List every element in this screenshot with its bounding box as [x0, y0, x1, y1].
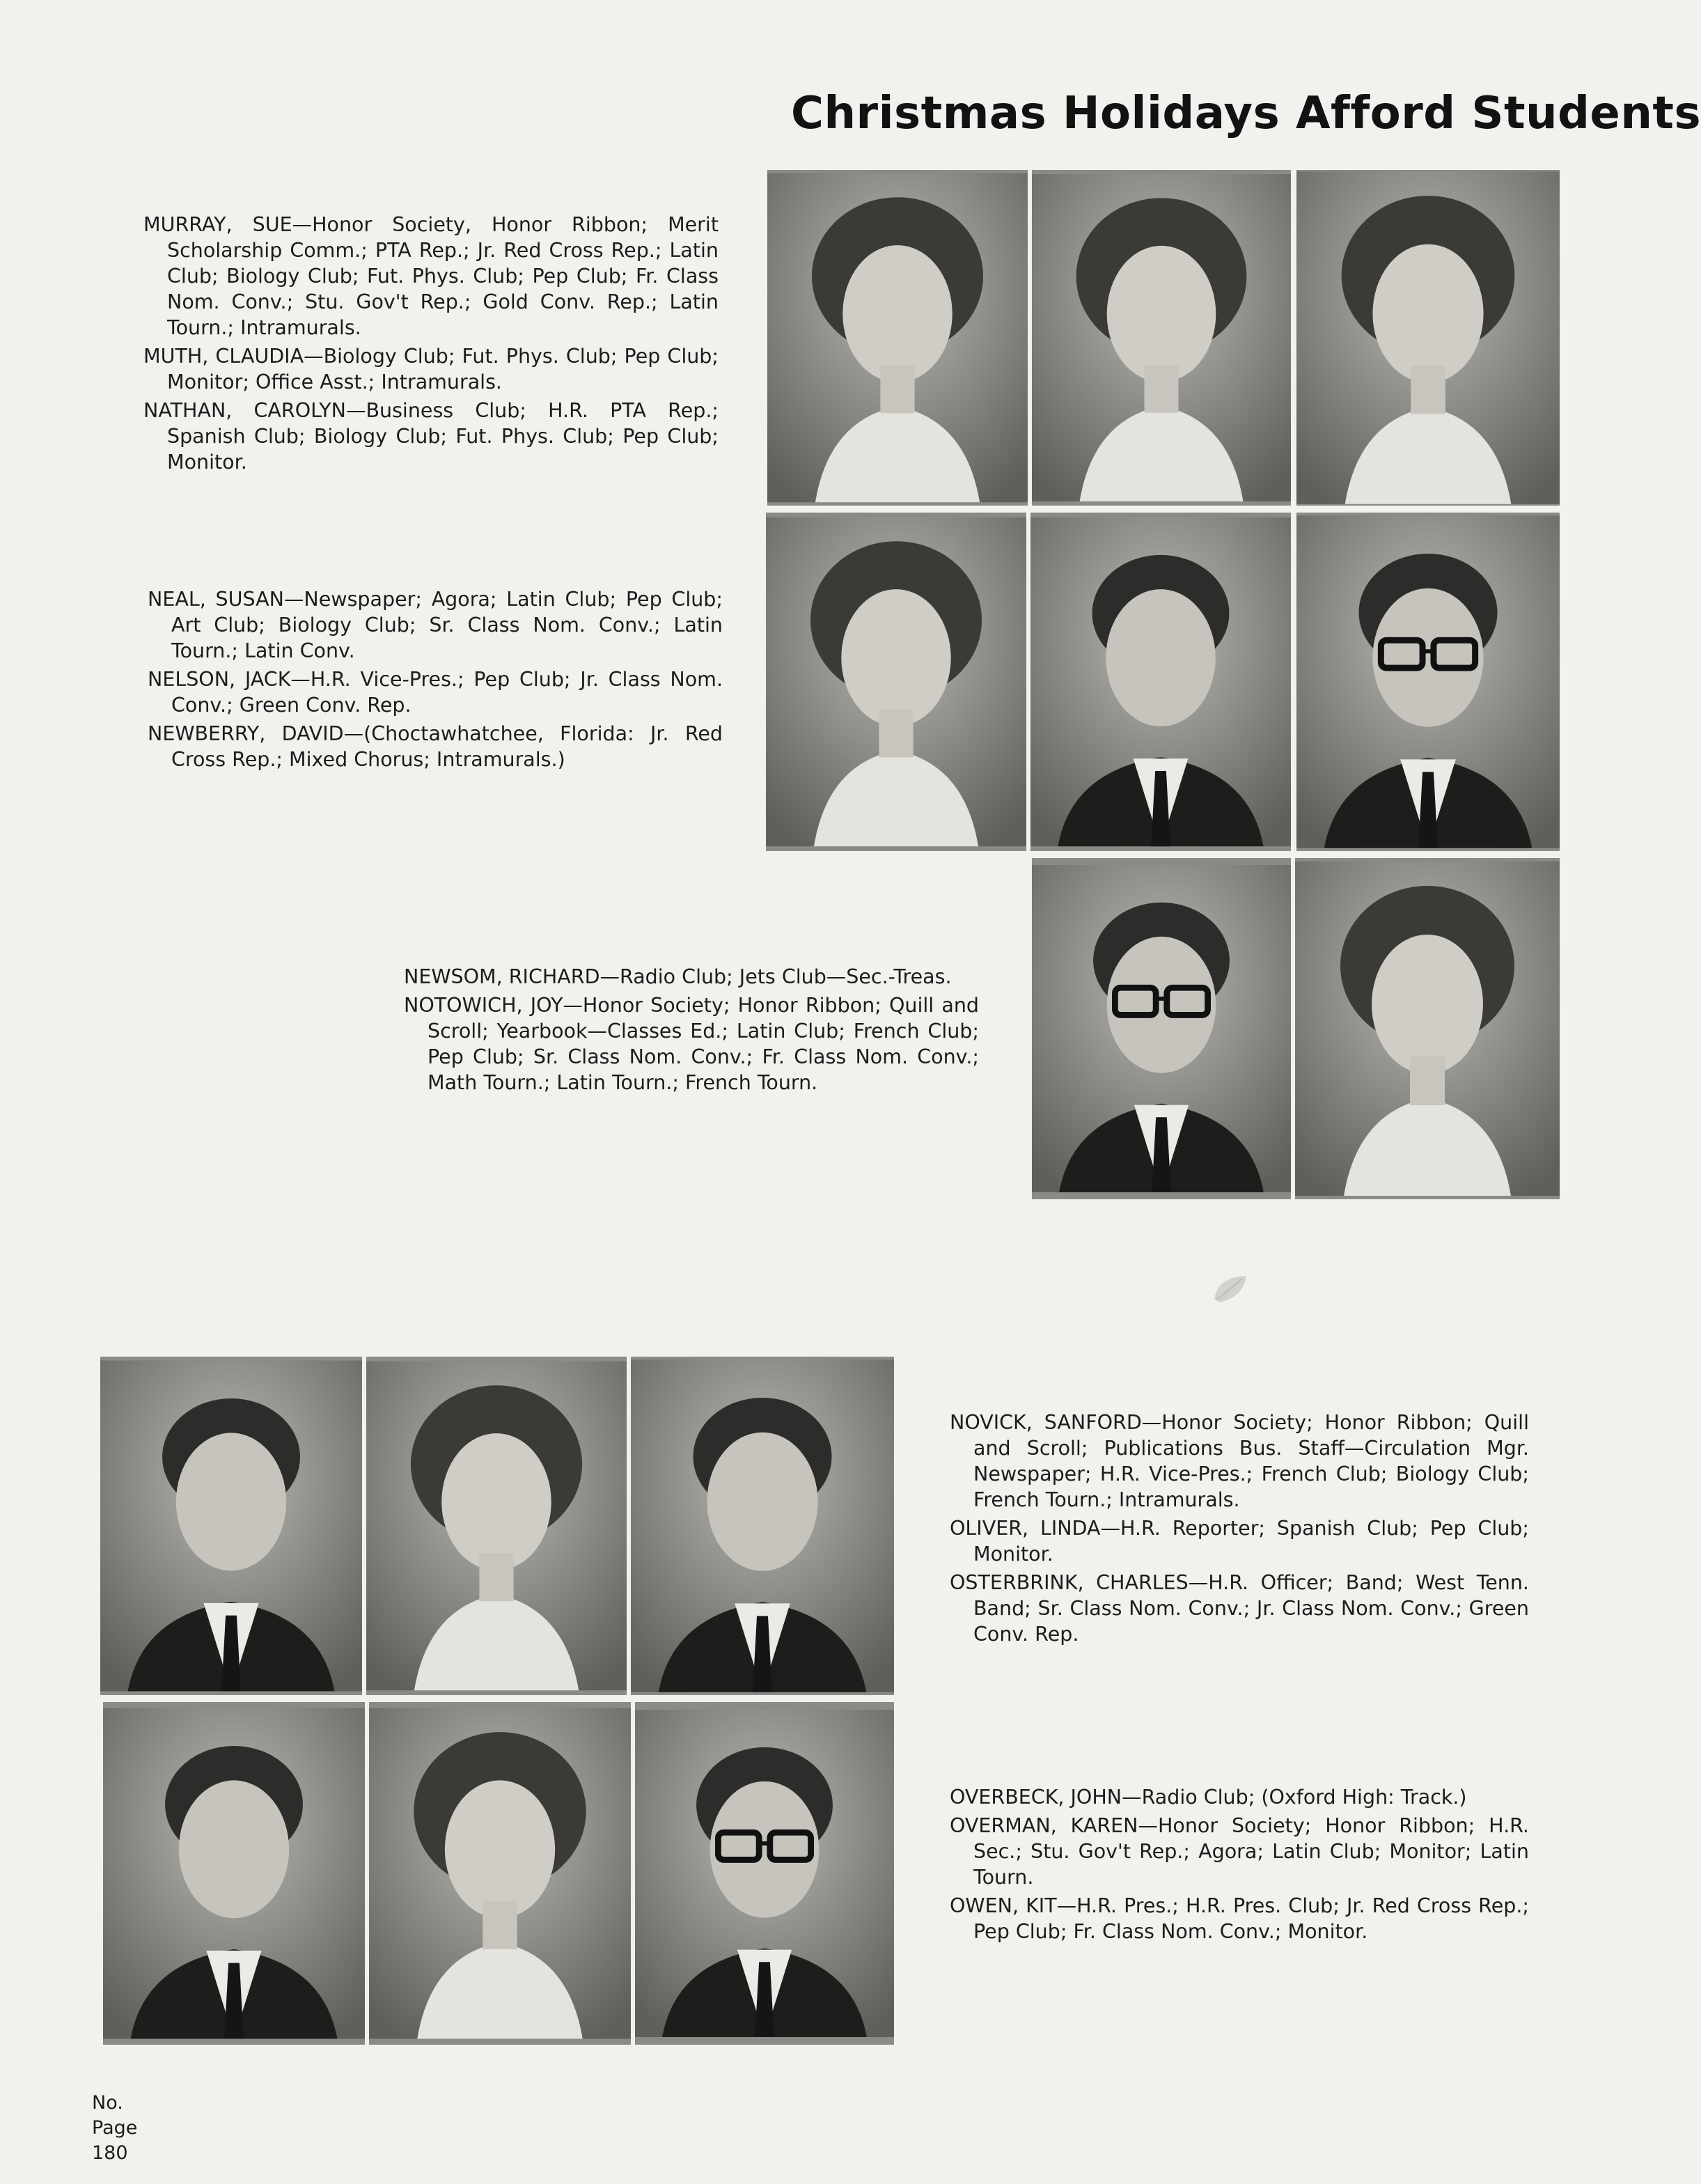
student-entry: OSTERBRINK, CHARLES—H.R. Officer; Band; West Tenn. Band; Sr. Class Nom. Conv.; Jr. Class Nom. Conv.; Green Conv. Rep.: [950, 1571, 1529, 1646]
student-entry: OVERBECK, JOHN—Radio Club; (Oxford High: Track.): [950, 1786, 1467, 1809]
student-entry: OWEN, KIT—H.R. Pres.; H.R. Pres. Club; Jr. Red Cross Rep.; Pep Club; Fr. Class Nom. Conv.; Monitor.: [950, 1894, 1529, 1943]
portrait-photo: [1296, 170, 1560, 506]
leaf-mark-icon: [1210, 1272, 1251, 1306]
text-block-newsom-notowich: [404, 964, 979, 1098]
text-block-murray-nathan: [143, 212, 719, 478]
student-entry: NEWBERRY, DAVID—(Choctawhatchee, Florida: Jr. Red Cross Rep.; Mixed Chorus; Intramurals.): [148, 722, 723, 771]
student-entry: OLIVER, LINDA—H.R. Reporter; Spanish Club; Pep Club; Monitor.: [950, 1517, 1529, 1566]
student-entry: NELSON, JACK—H.R. Vice-Pres.; Pep Club; Jr. Class Nom. Conv.; Green Conv. Rep.: [148, 668, 723, 717]
page-number: [92, 2091, 137, 2166]
page-number-label-page: Page: [92, 2117, 138, 2139]
portrait-photo: [1296, 513, 1560, 851]
portrait-photo: [1032, 170, 1291, 506]
text-block-overbeck-owen: [950, 1784, 1529, 1947]
portrait-photo: [1030, 513, 1291, 851]
text-block-neal-newberry: [148, 586, 723, 775]
portrait-photo: [366, 1357, 627, 1695]
student-entry: MURRAY, SUE—Honor Society, Honor Ribbon; Merit Scholarship Comm.; PTA Rep.; Jr. Red Cross Rep.; Latin Club; Biology Club; Fut. Phys. Club; Pep Club; Fr. Class Nom. Conv.; Stu. Gov't Rep.; Gold Conv. Rep.; Latin Tourn.; Intramurals.: [143, 213, 719, 339]
text-block-novick-osterbrink: [950, 1410, 1529, 1650]
portrait-photo: [103, 1702, 365, 2045]
page-number-label-no: No.: [92, 2092, 123, 2114]
student-entry: NEAL, SUSAN—Newspaper; Agora; Latin Club; Pep Club; Art Club; Biology Club; Sr. Class Nom. Conv.; Latin Tourn.; Latin Conv.: [148, 588, 723, 662]
portrait-photo: [100, 1357, 362, 1695]
portrait-photo: [1295, 858, 1560, 1199]
portrait-photo: [635, 1702, 894, 2045]
student-entry: NOTOWICH, JOY—Honor Society; Honor Ribbon; Quill and Scroll; Yearbook—Classes Ed.; Latin Club; French Club; Pep Club; Sr. Class Nom. Conv.; Fr. Class Nom. Conv.; Math Tourn.; Latin Tourn.; French Tourn.: [404, 994, 979, 1094]
portrait-photo: [767, 170, 1028, 506]
student-entry: NOVICK, SANFORD—Honor Society; Honor Ribbon; Quill and Scroll; Publications Bus. Staff—Circulation Mgr. Newspaper; H.R. Vice-Pres.; French Club; Biology Club; French Tourn.; Intramurals.: [950, 1411, 1529, 1511]
page-title: Christmas Holidays Afford Students: [791, 88, 1701, 139]
portrait-photo: [369, 1702, 631, 2045]
portrait-photo: [766, 513, 1026, 851]
student-entry: MUTH, CLAUDIA—Biology Club; Fut. Phys. Club; Pep Club; Monitor; Office Asst.; Intramurals.: [143, 345, 719, 393]
portrait-photo: [631, 1357, 894, 1695]
student-entry: OVERMAN, KAREN—Honor Society; Honor Ribbon; H.R. Sec.; Stu. Gov't Rep.; Agora; Latin Club; Monitor; Latin Tourn.: [950, 1814, 1529, 1889]
page-number-value: 180: [92, 2142, 128, 2164]
portrait-photo: [1032, 858, 1291, 1199]
student-entry: NEWSOM, RICHARD—Radio Club; Jets Club—Sec.-Treas.: [404, 965, 952, 988]
student-entry: NATHAN, CAROLYN—Business Club; H.R. PTA Rep.; Spanish Club; Biology Club; Fut. Phys. Club; Pep Club; Monitor.: [143, 399, 719, 474]
